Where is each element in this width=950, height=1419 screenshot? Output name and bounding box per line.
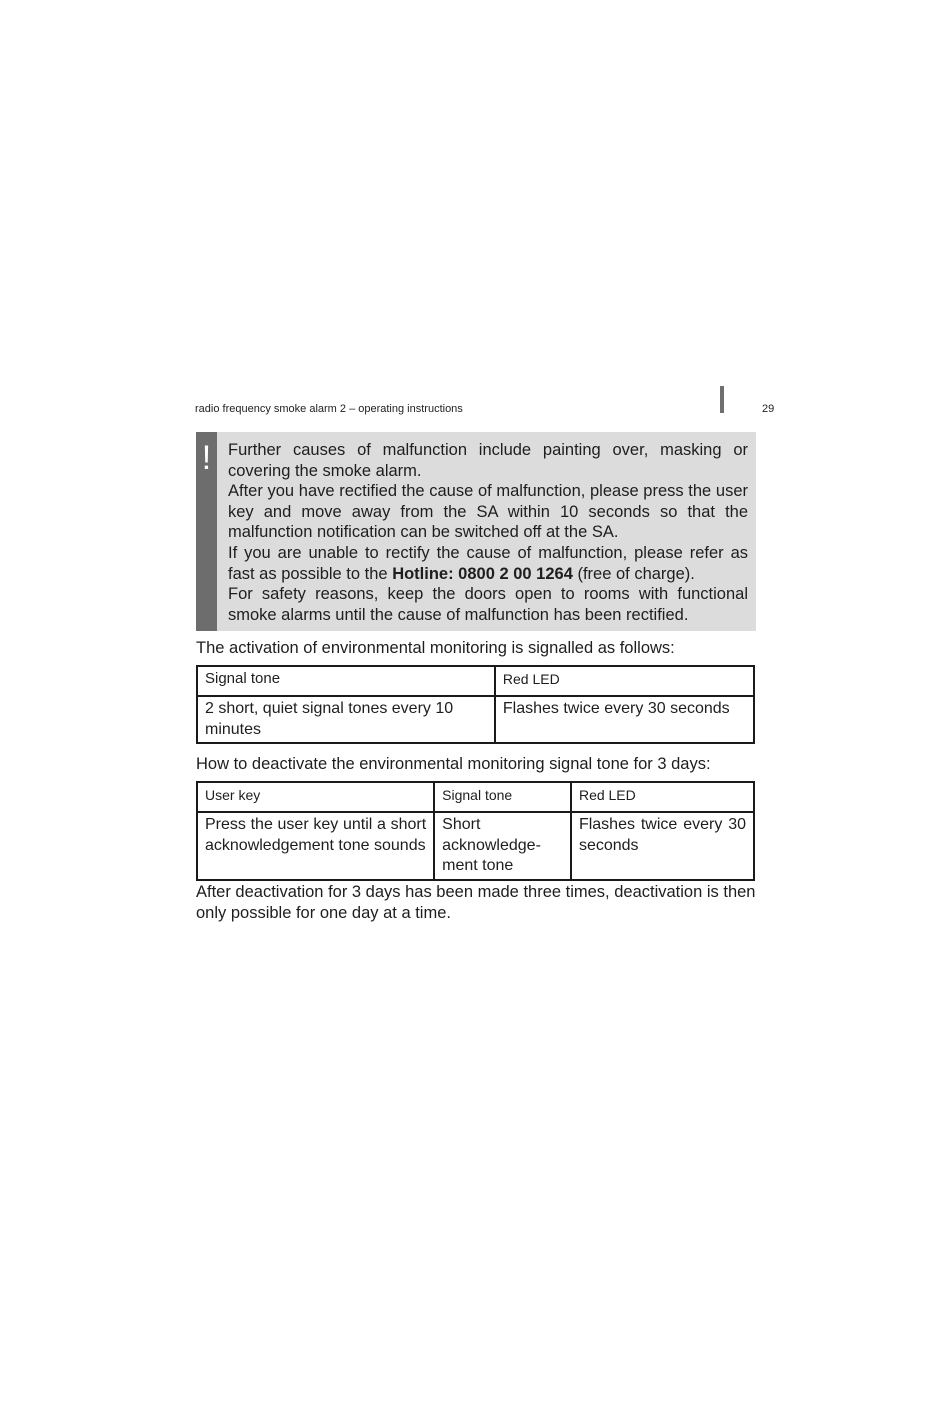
- deactivation-table: [196, 781, 755, 881]
- running-header: radio frequency smoke alarm 2 – operating instructions: [195, 403, 463, 415]
- table-header-cell: Signal tone: [434, 782, 571, 812]
- notice-line-4: For safety reasons, keep the doors open to rooms with functional smoke alarms until the cause of malfunction has been rectified.: [228, 585, 748, 624]
- table-header-cell: User key: [197, 782, 434, 812]
- hotline-number: Hotline: 0800 2 00 1264: [392, 564, 573, 583]
- table-row: [197, 696, 754, 743]
- exclamation-icon: !: [201, 439, 212, 477]
- activation-table: [196, 665, 755, 744]
- page-number: 29: [762, 403, 775, 415]
- header-marker-bar: [720, 386, 724, 413]
- table-header-row: [197, 666, 754, 696]
- deactivation-intro: How to deactivate the environmental monitoring signal tone for 3 days:: [196, 755, 711, 773]
- notice-text: [228, 440, 748, 625]
- table-cell: Press the user key until a short acknowledgement tone sounds: [197, 812, 434, 880]
- table-header-cell: Red LED: [495, 666, 754, 696]
- notice-line-3-start: If you are unable to rectify the cause of malfunction, please refer as fast as possible to the: [228, 543, 748, 583]
- warning-notice: [196, 432, 756, 631]
- notice-line-1: Further causes of malfunction include painting over, masking or covering the smoke alarm.: [228, 441, 748, 480]
- table-cell: Flashes twice every 30 seconds: [495, 696, 754, 743]
- table-row: [197, 812, 754, 880]
- table-cell: Flashes twice every 30 seconds: [571, 812, 754, 880]
- table-header-cell: Signal tone: [197, 666, 495, 696]
- table-cell: Short acknowledgement tone: [434, 812, 571, 880]
- table-header-row: [197, 782, 754, 812]
- closing-paragraph: After deactivation for 3 days has been made three times, deactivation is then only possible for one day at a time.: [196, 883, 756, 922]
- table-header-cell: Red LED: [571, 782, 754, 812]
- activation-intro: The activation of environmental monitoring is signalled as follows:: [196, 639, 675, 657]
- notice-line-3: [228, 543, 748, 584]
- notice-line-2: After you have rectified the cause of malfunction, please press the user key and move away from the SA within 10 seconds so that the malfunction notification can be switched off at the SA.: [228, 482, 748, 542]
- notice-line-3-end: (free of charge).: [572, 564, 695, 583]
- table-cell: 2 short, quiet signal tones every 10 minutes: [197, 696, 495, 743]
- notice-side-bar: [196, 432, 217, 631]
